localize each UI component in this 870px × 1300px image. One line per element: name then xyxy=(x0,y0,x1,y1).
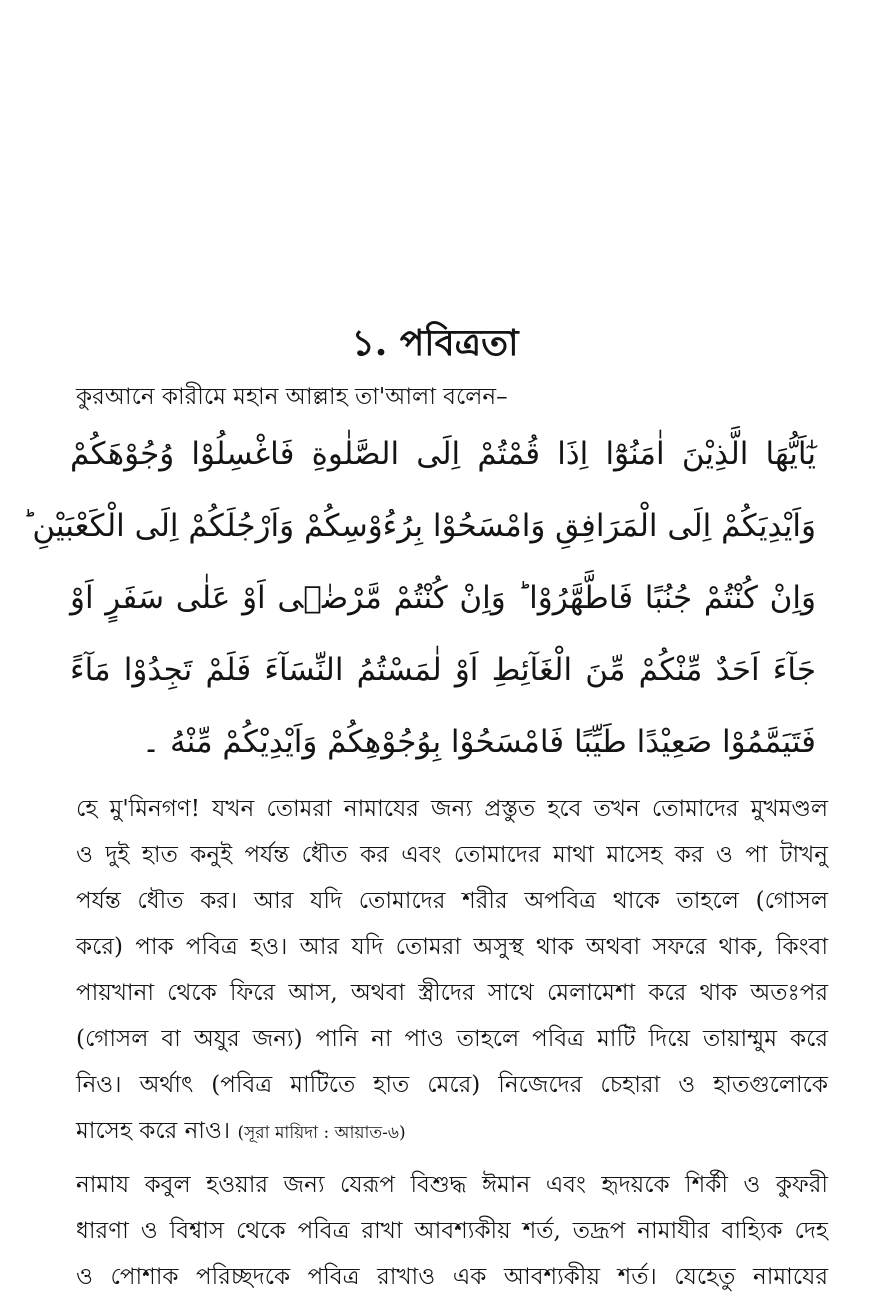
translation-line: (গোসল বা অযুর জন্য) পানি না পাও তাহলে পবিত্র মাটি দিয়ে তায়াম্মুম করে xyxy=(76,1026,828,1052)
intro-line: কুরআনে কারীমে মহান আল্লাহ তা'আলা বলেন– xyxy=(76,384,508,410)
translation-line: নিও। অর্থাৎ (পবিত্র মাটিতে হাত মেরে) নিজেদের চেহারা ও হাতগুলোকে xyxy=(76,1072,828,1098)
quran-verse-line: وَاِنْ كُنْتُمْ جُنُبًا فَاطَّهَّرُوْا ؕ وَاِنْ كُنْتُمْ مَّرْضٰۤى اَوْ عَلٰى سَفَرٍ اَوْ xyxy=(70,580,816,616)
translation-line: ও দুই হাত কনুই পর্যন্ত ধৌত কর এবং তোমাদের মাথা মাসেহ কর ও পা টাখনু xyxy=(76,842,828,868)
paragraph-line: ও পোশাক পরিচ্ছদকে পবিত্র রাখাও এক আবশ্যকীয় শর্ত। যেহেতু নামাযের xyxy=(76,1264,828,1290)
quran-verse-line: جَآءَ اَحَدٌ مِّنْكُمْ مِّنَ الْغَآئِطِ اَوْ لٰمَسْتُمُ النِّسَآءَ فَلَمْ تَجِدُوْا مَآءً xyxy=(70,652,816,688)
translation-line: হে মু'মিনগণ! যখন তোমরা নামাযের জন্য প্রস্তুত হবে তখন তোমাদের মুখমণ্ডল xyxy=(76,796,828,822)
translation-line: পায়খানা থেকে ফিরে আস, অথবা স্ত্রীদের সাথে মেলামেশা করে থাক অতঃপর xyxy=(76,980,828,1006)
surah-reference: (সূরা মায়িদা : আয়াত-৬) xyxy=(237,1123,406,1143)
translation-line: করে) পাক পবিত্র হও। আর যদি তোমরা অসুস্থ থাক অথবা সফরে থাক, কিংবা xyxy=(76,934,828,960)
translation-line-last xyxy=(76,1108,828,1154)
paragraph-line: ধারণা ও বিশ্বাস থেকে পবিত্র রাখা আবশ্যকীয় শর্ত, তদ্রূপ নামাযীর বাহ্যিক দেহ xyxy=(76,1218,828,1244)
quran-verse-line: وَاَيْدِيَكُمْ اِلَى الْمَرَافِقِ وَامْسَحُوْا بِرُءُوْسِكُمْ وَاَرْجُلَكُمْ اِلَى الْكَعْبَيْنِ ؕ xyxy=(22,508,816,544)
verse-translation xyxy=(76,786,828,1154)
paragraph-line: নামায কবুল হওয়ার জন্য যেরূপ বিশুদ্ধ ঈমান এবং হৃদয়কে শির্কী ও কুফরী xyxy=(76,1172,828,1198)
quran-verse-line: فَتَيَمَّمُوْا صَعِيْدًا طَيِّبًا فَامْسَحُوْا بِوُجُوْهِكُمْ وَاَيْدِيْكُمْ مِّنْهُ ۔ xyxy=(141,724,816,760)
translation-line: পর্যন্ত ধৌত কর। আর যদি তোমাদের শরীর অপবিত্র থাকে তাহলে (গোসল xyxy=(76,888,828,914)
quran-verse-line: يٰٓاَيُّهَا الَّذِيْنَ اٰمَنُوْٓا اِذَا قُمْتُمْ اِلَى الصَّلٰوةِ فَاغْسِلُوْا وُجُوْهَكُمْ xyxy=(70,436,816,472)
quran-verse-block xyxy=(22,418,816,778)
translation-last-text: মাসেহ করে নাও। xyxy=(76,1118,231,1144)
chapter-heading: ১. পবিত্রতা xyxy=(351,322,519,364)
body-paragraph xyxy=(76,1162,828,1290)
